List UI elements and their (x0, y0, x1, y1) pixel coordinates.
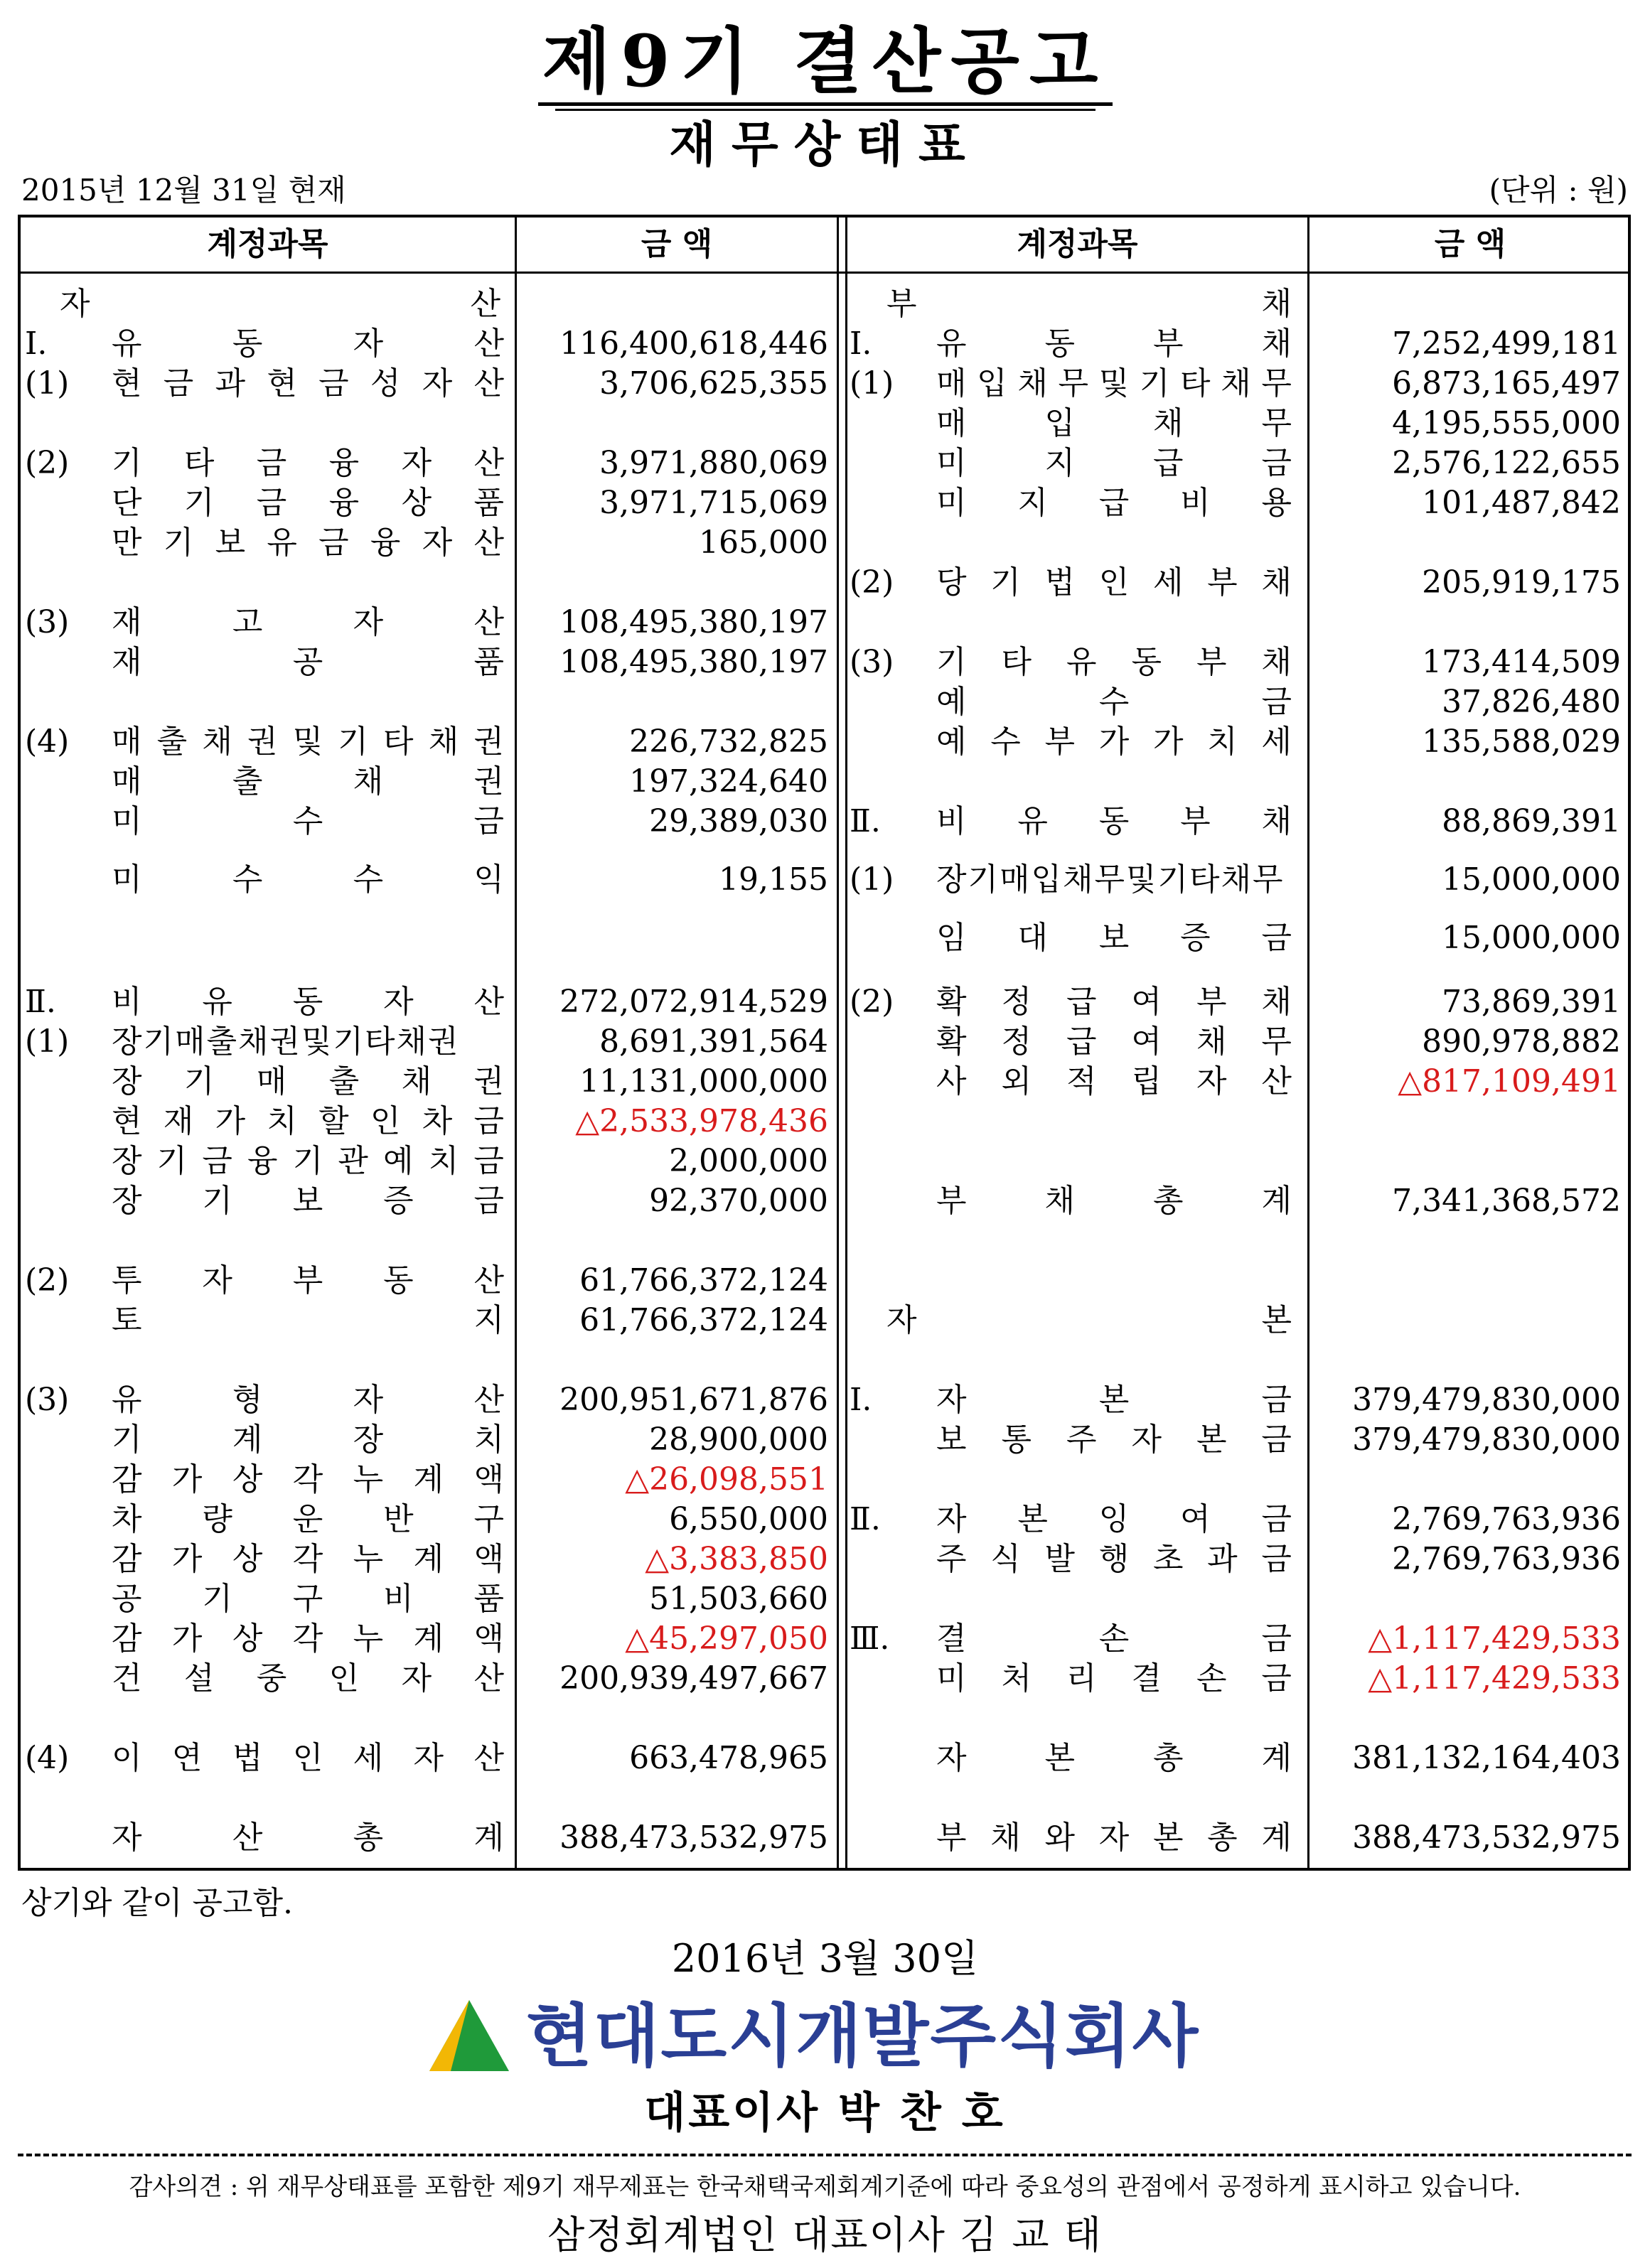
amount-value: 890,978,882 (1422, 1023, 1621, 1060)
account-label: 사 외 적 립 자 산 (936, 1063, 1292, 1100)
account-label: 이 연 법 인 세 자 산 (112, 1740, 504, 1776)
account-label: 기 타 유 동 부 채 (936, 644, 1292, 680)
amount-value: △3,383,850 (645, 1541, 828, 1577)
account-label: 매 입 채 무 (936, 405, 1292, 441)
account-label: 공 기 구 비 품 (112, 1581, 504, 1617)
amount-value: 226,732,825 (629, 724, 828, 760)
liability-equity-row (21, 982, 1628, 1022)
account-label: 감 가 상 각 누 계 액 (112, 1541, 504, 1577)
account-label: 자 본 금 (936, 1382, 1292, 1418)
amount-value: △45,297,050 (625, 1621, 828, 1657)
asset-row (21, 1141, 1628, 1181)
amount-value: 15,000,000 (1442, 861, 1621, 898)
assets-account-header: 계정과목 (207, 226, 328, 262)
account-label: 임 대 보 증 금 (936, 920, 1292, 956)
row-marker: (1) (850, 861, 894, 898)
amount-value: △1,117,429,533 (1368, 1660, 1621, 1697)
liability-equity-row (21, 860, 1628, 900)
auditor-signature: 삼정회계법인 대표이사 김 교 태 (547, 2213, 1103, 2257)
dashed-divider (18, 2154, 1632, 2156)
amount-value: 2,576,122,655 (1392, 445, 1621, 481)
account-label: 현 금 과 현 금 성 자 산 (112, 365, 504, 402)
liability-equity-row (21, 404, 1628, 444)
account-label: 자 본 (886, 1302, 1292, 1338)
amount-value: 108,495,380,197 (559, 644, 828, 680)
liability-equity-row (21, 444, 1628, 483)
amount-value: 8,691,391,564 (599, 1023, 828, 1060)
account-label: 자 본 총 계 (936, 1740, 1292, 1776)
row-marker: Ⅱ. (25, 984, 56, 1020)
logo-triangle-icon (427, 1997, 512, 2075)
account-label: 예 수 부 가 가 치 세 (936, 724, 1292, 760)
account-label: 예 수 금 (936, 684, 1292, 720)
amount-value: 2,769,763,936 (1392, 1541, 1621, 1577)
account-label: 장 기 보 증 금 (112, 1183, 504, 1219)
amount-value: 28,900,000 (649, 1421, 828, 1458)
account-label: 투 자 부 동 산 (112, 1262, 504, 1299)
asset-row (21, 523, 1628, 563)
liability-equity-row (21, 722, 1628, 762)
amount-value: 29,389,030 (649, 803, 828, 839)
amount-value: 2,769,763,936 (1392, 1501, 1621, 1537)
asset-row (21, 1261, 1628, 1301)
account-label: 당 기 법 인 세 부 채 (936, 564, 1292, 601)
company-ceo: 대표이사 박 찬 호 (644, 2088, 1006, 2138)
amount-value: 4,195,555,000 (1392, 405, 1621, 441)
row-marker: (2) (850, 564, 894, 601)
row-marker: (1) (25, 365, 70, 402)
company-logo (427, 1997, 1237, 2075)
account-label: 기 타 금 융 자 산 (112, 445, 504, 481)
row-marker: (4) (25, 724, 70, 760)
row-marker: Ⅱ. (850, 803, 881, 839)
account-label: 자 산 총 계 (112, 1820, 504, 1856)
row-marker: (2) (850, 984, 894, 1020)
currency-unit: (단위 : 원) (1489, 173, 1628, 208)
amount-value: 108,495,380,197 (559, 604, 828, 640)
account-label: 감 가 상 각 누 계 액 (112, 1621, 504, 1657)
account-label: 확 정 급 여 채 무 (936, 1023, 1292, 1060)
account-label: 유 동 자 산 (112, 326, 504, 362)
amount-value: 381,132,164,403 (1352, 1740, 1621, 1776)
assets-amount-header: 금 액 (641, 226, 713, 262)
account-label: 미 지 급 비 용 (936, 485, 1292, 521)
account-label: 단 기 금 융 상 품 (112, 485, 504, 521)
liability-equity-row (21, 324, 1628, 364)
amount-value: 3,706,625,355 (599, 365, 828, 402)
notice-title: 제9기 결산공고 (538, 21, 1113, 106)
amount-value: 61,766,372,124 (579, 1302, 828, 1338)
amount-value: 37,826,480 (1442, 684, 1621, 720)
amount-value: △2,533,978,436 (575, 1103, 828, 1139)
title-block (0, 21, 1650, 173)
row-marker: I. (850, 326, 872, 362)
account-label: 토 지 (112, 1302, 504, 1338)
account-label: 부 채 총 계 (936, 1183, 1292, 1219)
amount-value: 379,479,830,000 (1352, 1382, 1621, 1418)
account-label: 부 채 (886, 286, 1292, 322)
amount-value: 663,478,965 (629, 1740, 828, 1776)
liability-equity-row (21, 1738, 1628, 1778)
asset-row (21, 762, 1628, 802)
amount-value: 388,473,532,975 (559, 1820, 828, 1856)
account-label: 유 형 자 산 (112, 1382, 504, 1418)
as-of-date: 2015년 12월 31일 현재 (21, 173, 346, 208)
row-marker: (3) (850, 644, 894, 680)
title-underline (555, 109, 1095, 111)
liability-equity-row (21, 563, 1628, 603)
account-label: 매 출 채 권 (112, 763, 504, 800)
asset-row (21, 1102, 1628, 1141)
amount-value: 388,473,532,975 (1352, 1820, 1621, 1856)
account-label: 확 정 급 여 부 채 (936, 984, 1292, 1020)
account-label: 유 동 부 채 (936, 326, 1292, 362)
amount-value: 19,155 (719, 861, 828, 898)
liability-equity-row (21, 1181, 1628, 1221)
account-label: 장 기 매 출 채 권 (112, 1063, 504, 1100)
account-label: 감 가 상 각 누 계 액 (112, 1461, 504, 1498)
liability-equity-row (21, 1818, 1628, 1858)
liability-equity-row (21, 802, 1628, 842)
notice-statement: 상기와 같이 공고함. (21, 1885, 293, 1921)
amount-value: 61,766,372,124 (579, 1262, 828, 1299)
amount-value: 101,487,842 (1422, 485, 1621, 521)
account-label: 장기매출채권및기타채권 (112, 1023, 460, 1060)
amount-value: 379,479,830,000 (1352, 1421, 1621, 1458)
row-marker: (3) (25, 604, 70, 640)
row-marker: (1) (25, 1023, 70, 1060)
account-label: 건 설 중 인 자 산 (112, 1660, 504, 1697)
account-label: 비 유 동 부 채 (936, 803, 1292, 839)
liability-equity-row (21, 1619, 1628, 1659)
account-label: 재 공 품 (112, 644, 504, 680)
amount-value: 88,869,391 (1442, 803, 1621, 839)
amount-value: 92,370,000 (649, 1183, 828, 1219)
amount-value: 7,341,368,572 (1392, 1183, 1621, 1219)
amount-value: 3,971,880,069 (599, 445, 828, 481)
account-label: 기 계 장 치 (112, 1421, 504, 1458)
account-label: 미 수 수 익 (112, 861, 504, 898)
liability-equity-row (21, 1380, 1628, 1420)
account-label: 미 처 리 결 손 금 (936, 1660, 1292, 1697)
liability-equity-row (21, 682, 1628, 722)
liability-equity-row (21, 643, 1628, 682)
account-label: 현 재 가 치 할 인 차 금 (112, 1103, 504, 1139)
row-marker: Ⅱ. (850, 1501, 881, 1537)
amount-value: 197,324,640 (629, 763, 828, 800)
amount-value: △26,098,551 (625, 1461, 828, 1498)
amount-value: 11,131,000,000 (579, 1063, 828, 1100)
liability-equity-row (21, 1062, 1628, 1102)
amount-value: 2,000,000 (669, 1143, 828, 1179)
account-label: 미 수 금 (112, 803, 504, 839)
liability-equity-row (21, 284, 1628, 324)
row-marker: I. (25, 326, 48, 362)
row-marker: I. (850, 1382, 872, 1418)
account-label: 부 채 와 자 본 총 계 (936, 1820, 1292, 1856)
company-name: 현대도시개발주식회사 (526, 1996, 1200, 2076)
liability-equity-row (21, 918, 1628, 958)
account-label: 장 기 금 융 기 관 예 치 금 (112, 1143, 504, 1179)
row-marker: (2) (25, 445, 70, 481)
account-label: 자 본 잉 여 금 (936, 1501, 1292, 1537)
row-marker: (4) (25, 1740, 70, 1776)
header-divider (21, 272, 1628, 274)
liability-equity-row (21, 1539, 1628, 1579)
statement-title: 재무상태표 (669, 117, 981, 173)
account-label: 매 출 채 권 및 기 타 채 권 (112, 724, 504, 760)
amount-value: 51,503,660 (649, 1581, 828, 1617)
asset-row (21, 1579, 1628, 1619)
liabilities-amount-header: 금 액 (1434, 226, 1506, 262)
amount-value: 15,000,000 (1442, 920, 1621, 956)
amount-value: 116,400,618,446 (559, 326, 828, 362)
amount-value: 173,414,509 (1422, 644, 1621, 680)
liability-equity-row (21, 1022, 1628, 1062)
account-label: 만 기 보 유 금 융 자 산 (112, 525, 504, 561)
amount-value: 73,869,391 (1442, 984, 1621, 1020)
liabilities-account-header: 계정과목 (1017, 226, 1138, 262)
publication-date: 2016년 3월 30일 (671, 1936, 979, 1981)
account-label: 결 손 금 (936, 1621, 1292, 1657)
balance-sheet-table (18, 215, 1631, 1871)
account-label: 보 통 주 자 본 금 (936, 1421, 1292, 1458)
account-label: 매 입 채 무 및 기 타 채 무 (936, 365, 1292, 402)
row-marker: (1) (850, 365, 894, 402)
amount-value: △817,109,491 (1398, 1063, 1621, 1100)
row-marker: (3) (25, 1382, 70, 1418)
liability-equity-row (21, 483, 1628, 523)
row-marker: (2) (25, 1262, 70, 1299)
account-label: 자 산 (60, 286, 500, 322)
amount-value: 7,252,499,181 (1392, 326, 1621, 362)
amount-value: 165,000 (699, 525, 828, 561)
account-label: 재 고 자 산 (112, 604, 504, 640)
account-label: 비 유 동 자 산 (112, 984, 504, 1020)
amount-value: 6,550,000 (669, 1501, 828, 1537)
audit-opinion: 감사의견 : 위 재무상태표를 포함한 제9기 재무제표는 한국채택국제회계기준에 따라 중요성의 관점에서 공정하게 표시하고 있습니다. (129, 2173, 1521, 2201)
amount-value: 135,588,029 (1422, 724, 1621, 760)
amount-value: 272,072,914,529 (559, 984, 828, 1020)
account-label: 장기매입채무및기타채무 (936, 861, 1285, 898)
asset-row (21, 603, 1628, 643)
amount-value: 200,939,497,667 (559, 1660, 828, 1697)
liability-equity-row (21, 1420, 1628, 1460)
row-marker: Ⅲ. (850, 1621, 890, 1657)
liability-equity-row (21, 1659, 1628, 1699)
amount-value: △1,117,429,533 (1368, 1621, 1621, 1657)
account-label: 차 량 운 반 구 (112, 1501, 504, 1537)
liability-equity-row (21, 1301, 1628, 1340)
amount-value: 205,919,175 (1422, 564, 1621, 601)
liability-equity-row (21, 1500, 1628, 1539)
account-label: 주 식 발 행 초 과 금 (936, 1541, 1292, 1577)
amount-value: 6,873,165,497 (1392, 365, 1621, 402)
account-label: 미 지 급 금 (936, 445, 1292, 481)
asset-row (21, 1460, 1628, 1500)
liability-equity-row (21, 364, 1628, 404)
amount-value: 200,951,671,876 (559, 1382, 828, 1418)
amount-value: 3,971,715,069 (599, 485, 828, 521)
